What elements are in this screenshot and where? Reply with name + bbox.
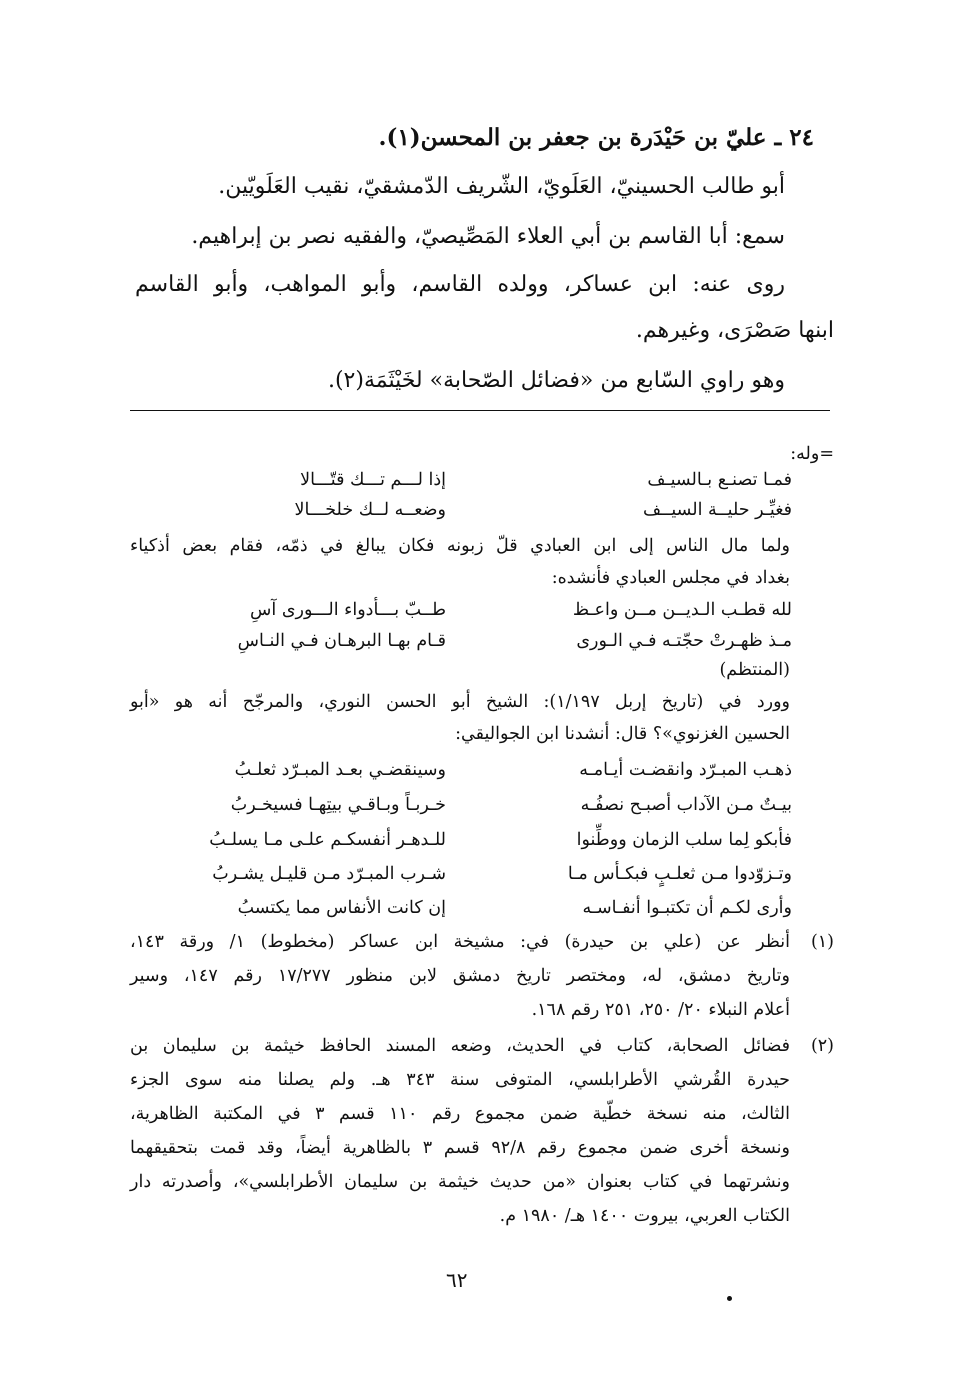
note-paragraph-line: ولما مال الناس إلى ابن العبادي قلّ زبونه فكان يبالغ في ذمّه، فقام بعض أذكياء: [130, 536, 790, 556]
verse-hemistich-left: وضعــه لــك خلخـــالا: [294, 500, 446, 520]
footnote-line: أنظر عن (علي بن حيدرة) في: مشيخة ابن عساكر (مخطوط) ١/ ورقة ١٤٣،: [130, 932, 790, 952]
verse-hemistich-right: لله قطـب الـديــن مــن واعـظ: [572, 600, 792, 620]
note-paragraph-line: الحسين الغزنوي»؟ قال: أنشدنا ابن الجواليقي:: [455, 724, 790, 744]
source-citation: (المنتظم): [719, 660, 790, 680]
footnote-separator: [130, 410, 830, 411]
verse-hemistich-left: قـام بهـا البرهـان فـي النـاسِ: [237, 631, 446, 651]
footnote-line: فضائل الصحابة، كتاب في الحديث، وضعه المسند الحافظ خيثمة بن سليمان بن: [130, 1036, 790, 1056]
page-number: ٦٢: [446, 1268, 468, 1292]
verse-hemistich-right: وتـزوّدوا مـن ثعلـبٍ فبكـأس مـا: [567, 864, 792, 884]
footnote-line: ونسخة أخرى ضمن مجموع رقم ٩٢/٨ قسم ٣ بالظاهرية أيضاً، وقد قمت بتحقيقهما: [130, 1138, 791, 1158]
verse-hemistich-right: مـذ ظهـرتْ حجّتـه فـي الـورى: [576, 631, 792, 651]
note-intro: =وله:: [790, 444, 834, 464]
note-paragraph-line: بغداد في مجلس العبادي فأنشده:: [551, 568, 790, 588]
verse-hemistich-right: بيـتٌ مـن الآداب أصبـح نصفُـه: [580, 795, 792, 815]
footnote-line: الكتاب العربي، بيروت ١٤٠٠ هـ/ ١٩٨٠ م.: [499, 1206, 790, 1226]
ink-dot: [727, 1296, 732, 1301]
verse-hemistich-left: إن كانت الأنفاس مما يكتسبُ: [237, 898, 446, 918]
footnote-line: الثالث، منه نسخة خطّية ضمن مجموع رقم ١١٠ قسم ٣ في المكتبة الظاهرية،: [130, 1104, 790, 1124]
verse-hemistich-left: شـرب المبـرّد مـن قليـل يشـربُ: [212, 864, 446, 884]
footnote-line: وتاريخ دمشق، له، ومختصر تاريخ دمشق لابن منظور ١٧/٢٧٧ رقم ١٤٧، وسير: [130, 966, 790, 986]
verse-hemistich-right: فمـا تصنـع بـالسيـف: [647, 470, 792, 490]
footnote-line: حيدرة القُرشي الأطرابلسي، المتوفى سنة ٣٤٣ هـ. ولم يصلنا منه سوى الجزء: [130, 1070, 790, 1090]
footnote-line: ونشرتهما في كتاب بعنوان «من حديث خيثمة بن سليمان الأطرابلسي»، وأصدرته دار: [130, 1172, 790, 1192]
entry-line: ابنها صَصْرَى، وغيرهم.: [635, 318, 834, 343]
note-paragraph-line: وورد في (تاريخ إربل ١/١٩٧): الشيخ أبو الحسن النوري، والمرجّح أنه هو «أبو: [130, 692, 791, 712]
verse-hemistich-right: وأرى لكـم أن تكتبـوا أنفـاسـه: [582, 898, 792, 918]
entry-line: سمع: أبا القاسم بن أبي العلاء المَصِّيصيّ، والفقيه نصر بن إبراهيم.: [191, 224, 785, 249]
verse-hemistich-left: خـربـاً وبـاقـي بيتِهـا فسيخـربُ: [230, 795, 446, 815]
entry-line: روى عنه: ابن عساكر، وولده القاسم، وأبو المواهب، وأبو القاسم: [135, 272, 785, 297]
verse-hemistich-right: ذهـب المبـرّد وانقضـت أيـامـه: [579, 760, 792, 780]
entry-title: ٢٤ ـ عليّ بن حَيْدَرة بن جعفر بن المحسن(١).: [378, 124, 814, 151]
verse-hemistich-left: وسينقضـي بعـد المبـرّد ثعلـبُ: [234, 760, 446, 780]
verse-hemistich-left: للـدهـر أنفسكـم علـى مـا يسلـبُ: [209, 830, 446, 850]
verse-hemistich-right: فغيِّـر حليــة السيــف: [643, 500, 792, 520]
entry-line: أبو طالب الحسينيّ، العَلَويّ، الشّريف الدّمشقيّ، نقيب العَلَويّين.: [218, 174, 785, 199]
verse-hemistich-right: فأبكو لِما سلب الزمان ووطِّنوا: [576, 830, 792, 850]
entry-line: وهو راوي السّابع من «فضائل الصّحابة» لخَيْثَمَة(٢).: [327, 368, 785, 393]
footnote-line: أعلام النبلاء ٢٠/ ٢٥٠، ٢٥١ رقم ١٦٨.: [531, 1000, 790, 1020]
footnote-number: (١): [810, 932, 834, 952]
verse-hemistich-left: طــبّ بـــأدواء الـــورى آسِ: [250, 600, 446, 620]
footnote-number: (٢): [810, 1036, 834, 1056]
verse-hemistich-left: إذا لـــم تـــك قتّـــالا: [300, 470, 446, 490]
